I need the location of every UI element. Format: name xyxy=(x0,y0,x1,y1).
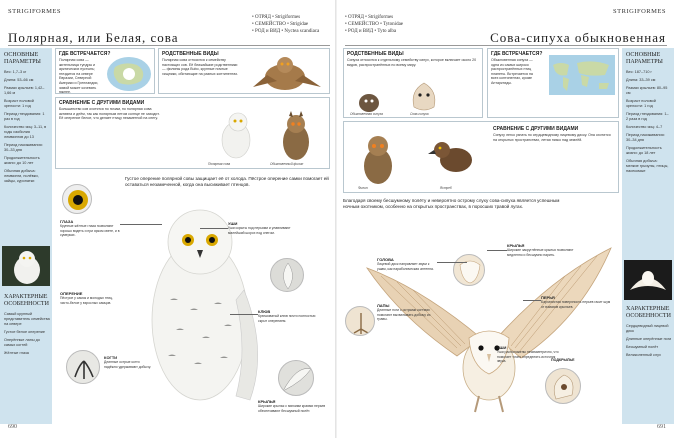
compare-box xyxy=(55,97,330,169)
param-line: Продолжительность жизни: до 10 лет xyxy=(4,156,40,165)
trait-item: Сердцевидный лицевой диск xyxy=(626,324,669,333)
related-heading: РОДСТВЕННЫЕ ВИДЫ xyxy=(347,51,404,57)
left-page-title: Полярная, или Белая, сова xyxy=(8,30,179,45)
related-text: Сипуха относится к отдельному семейству сипух, которое включает около 20 видов, распространённых по всему миру. xyxy=(347,58,477,67)
eye-closeup xyxy=(62,184,92,214)
eagle-owl-compare-drawing xyxy=(270,110,322,162)
arctic-map xyxy=(107,57,151,91)
callout-plumage xyxy=(60,292,120,305)
callout-wings-title: КРЫЛЬЯ xyxy=(507,243,525,248)
wing-closeup xyxy=(278,360,314,396)
ear-closeup xyxy=(545,368,581,404)
underwing-label: ПОДКРЫЛЬЕ xyxy=(551,358,575,362)
param-line: Размах крыльев: 1,42–1,66 м xyxy=(4,86,45,95)
talons-closeup xyxy=(66,350,100,384)
callout-beak-text: Крючковатый клюв почти полностью скрыт оперением. xyxy=(258,314,316,323)
caption-compare-2: Ястреб xyxy=(440,186,452,190)
callout-claws-text: Длинные острые когти надёжно удерживают добычу. xyxy=(104,360,152,369)
left-sidebar xyxy=(0,48,52,424)
callout-legs-text: Длинные ноги с острыми когтями помогают выхватывать добычу из травы. xyxy=(377,308,431,321)
param-line: Количество яиц: 3–11, в годы изобилия леммингов до 13 xyxy=(4,125,47,139)
param-line: Период насиживания: 30–33 дня xyxy=(4,143,43,152)
caption-related-2: Сова-сипуха xyxy=(410,112,429,116)
traits-heading: ХАРАКТЕРНЫЕ ОСОБЕННОСТИ xyxy=(4,294,49,307)
callout-feathers xyxy=(541,296,611,309)
title-rule xyxy=(8,45,330,46)
trait-item: Великолепный слух xyxy=(626,353,661,357)
leader-line xyxy=(200,228,228,229)
related-text: Полярная сова относится к семейству настоящих сов. Её ближайшие родственники — филины рода Bubo, крупные ночные хищники, обитающие на разных континентах. xyxy=(162,58,239,76)
callout-plumage-text: Пёстрое у самок и молодых птиц, чисто-белое у взрослых самцов. xyxy=(60,296,114,305)
related-owl-drawing-2 xyxy=(404,79,444,115)
basic-params-heading: ОСНОВНЫЕ ПАРАМЕТРЫ xyxy=(4,52,41,65)
callout-wings xyxy=(507,244,577,257)
param-line: Вес: 1,7–3 кг xyxy=(4,70,27,74)
callout-claws-title: КОГТИ xyxy=(104,355,118,360)
caption-snowy-owl: Полярная сова xyxy=(208,162,231,166)
callout-claws xyxy=(104,356,152,369)
where-text: Полярная сова — жительница тундры и арктических пустынь; гнездится на севере Евразии, Северной Америки и Гренландии, зимой может кочевать южнее. xyxy=(59,58,99,95)
arctic-map-image xyxy=(107,57,151,91)
caption-eagle-owl: Обыкновенный филин xyxy=(270,162,304,166)
related-box xyxy=(343,48,483,118)
param-line: Обычная добыча: лемминги, полёвки, зайцы, куропатки xyxy=(4,169,39,183)
trait-item: Густое белое оперение xyxy=(4,330,46,334)
callout-ears-title: УШИ xyxy=(228,221,238,226)
param-line: Период гнездования: 1 раз в год xyxy=(4,112,45,121)
callout-legs xyxy=(377,304,437,321)
leader-line xyxy=(437,262,467,263)
compare-heading: СРАВНЕНИЕ С ДРУГИМИ ВИДАМИ xyxy=(493,126,579,132)
feather-closeup-image xyxy=(271,259,304,292)
callout-ears-text: Уши расположены несимметрично, что помогает точно определять источник звука. xyxy=(497,350,559,363)
left-section-tag: STRIGIFORMES xyxy=(8,8,61,15)
snowy-owl-compare-drawing xyxy=(206,106,266,162)
callout-plumage-title: ОПЕРЕНИЕ xyxy=(60,291,83,296)
callout-head-text: Лицевой диск направляет звуки к ушам, как параболическая антенна. xyxy=(377,262,434,271)
right-sidebar xyxy=(622,48,674,424)
related-owl-drawing-1 xyxy=(352,87,386,113)
right-page xyxy=(337,0,674,438)
callout-eyes xyxy=(60,220,120,237)
taxonomy-order: • ОТРЯД • Strigiformes xyxy=(252,15,301,20)
right-page-number: 691 xyxy=(657,424,666,430)
taxonomy-genus: • РОД и ВИД • Nyctea scandiaca xyxy=(252,29,320,34)
compare-box xyxy=(343,121,619,193)
trait-item: Бесшумный полёт xyxy=(626,345,659,349)
param-line: Возраст половой зрелости: 1 год xyxy=(626,99,656,108)
basic-params-list xyxy=(4,70,48,184)
callout-wings-text: Широкие закруглённые крылья позволяют медленно и бесшумно парить. xyxy=(507,248,574,257)
param-line: Период насиживания: 30–34 дня xyxy=(626,133,665,142)
feet-closeup xyxy=(345,306,375,336)
param-line: Вес: 187–710 г xyxy=(626,70,652,74)
where-text: Обыкновенная сипуха — одна из самых широко распространённых птиц планеты. Встречается на всех континентах, кроме Антарктиды. xyxy=(491,58,533,85)
head-closeup xyxy=(453,254,485,286)
right-lead-text: Благодаря своему бесшумному полёту и невероятно острому слуху сова-сипуха является успешным ночным охотником, особенно на открытых пространствах, в поросших травой лугах. xyxy=(343,198,560,209)
where-box xyxy=(487,48,619,118)
callout-ears xyxy=(228,222,292,235)
callout-beak-title: КЛЮВ xyxy=(258,309,271,314)
param-line: Возраст половой зрелости: 1 год xyxy=(4,99,34,108)
compare-heading: СРАВНЕНИЕ С ДРУГИМИ ВИДАМИ xyxy=(59,100,145,106)
param-line: Период гнездования: 1–2 раза в год xyxy=(626,112,669,121)
callout-eyes-title: ГЛАЗА xyxy=(60,219,74,224)
wing-closeup-image xyxy=(279,361,314,396)
callout-legs-title: ЛАПЫ xyxy=(377,303,390,308)
callout-head-title: ГОЛОВА xyxy=(377,257,394,262)
callout-feathers-title: ПЕРЬЯ xyxy=(541,295,555,300)
param-line: Длина: 53–66 см xyxy=(4,78,34,82)
world-map xyxy=(549,55,615,95)
callout-eyes-text: Крупные жёлтые глаза позволяют хорошо видеть и при ярком свете, и в сумерках. xyxy=(60,224,120,237)
left-lead-text: Густое оперение полярной совы защищает её от холода. Пёстрое оперение самки помогает ей оставаться незамеченной, когда она высиживает птенцов. xyxy=(125,176,329,187)
caption-compare-1: Филин xyxy=(358,186,368,190)
barn-owl-photo-image xyxy=(624,260,672,300)
callout-wings-text: Широкие крылья с мягкими краями перьев обеспечивают бесшумный полёт. xyxy=(258,404,326,413)
title-rule xyxy=(345,45,667,46)
related-species-illustration xyxy=(247,53,325,91)
leader-line xyxy=(487,250,507,251)
taxonomy-family: • СЕМЕЙСТВО • Strigidae xyxy=(252,22,309,27)
callout-feathers-text: Бархатистая поверхность перьев гасит шум от взмахов крыльев. xyxy=(541,300,611,309)
param-line: Обычная добыча: мелкие грызуны, птицы, насекомые xyxy=(626,159,669,173)
related-heading: РОДСТВЕННЫЕ ВИДЫ xyxy=(162,51,219,57)
taxonomy-genus: • РОД и ВИД • Tyto alba xyxy=(345,29,397,34)
left-taxonomy xyxy=(252,14,332,35)
right-page-title: Сова-сипуха обыкновенная xyxy=(490,30,666,45)
where-heading: ГДЕ ВСТРЕЧАЕТСЯ? xyxy=(491,51,543,57)
compare-text: Сипуху легко узнать по сердцевидному лицевому диску. Она охотится на открытых пространствах, летая низко над землёй. xyxy=(493,133,611,142)
feather-closeup xyxy=(270,258,304,292)
callout-wings xyxy=(258,400,328,413)
trait-item: Жёлтые глаза xyxy=(4,351,29,355)
world-map-image xyxy=(549,55,615,95)
right-taxonomy xyxy=(345,14,435,35)
trait-item: Оперённые лапы до самых когтей xyxy=(4,338,40,347)
eagle-owl-compare-drawing xyxy=(350,128,406,188)
talons-closeup-image xyxy=(67,351,100,384)
leader-line xyxy=(523,300,541,301)
traits-list xyxy=(4,312,50,356)
callout-beak xyxy=(258,310,320,323)
compare-text: Большинство сов охотятся по ночам, но полярная сова активна и днём, так как полярным летом солнце не заходит. Её оперение белое, что делает птицу незаметной на снегу. xyxy=(59,107,160,121)
param-line: Количество яиц: 4–7 xyxy=(626,125,663,129)
right-section-tag: STRIGIFORMES xyxy=(613,8,666,15)
caption-related-1: Обыкновенная сипуха xyxy=(350,112,383,116)
left-page-number: 690 xyxy=(8,424,17,430)
leader-line xyxy=(120,224,162,225)
snowy-owl-photo-image xyxy=(2,246,50,286)
basic-params-list xyxy=(626,70,670,174)
taxonomy-order: • ОТРЯД • Strigiformes xyxy=(345,15,394,20)
traits-heading: ХАРАКТЕРНЫЕ ОСОБЕННОСТИ xyxy=(626,306,671,319)
related-box xyxy=(158,48,330,94)
param-line: Длина: 33–39 см xyxy=(626,78,656,82)
traits-list xyxy=(626,324,672,358)
callout-ears-text: Уши скрыты под перьями и улавливают малейший шорох под снегом. xyxy=(228,226,291,235)
taxonomy-family: • СЕМЕЙСТВО • Tytonidae xyxy=(345,22,404,27)
callout-head xyxy=(377,258,437,271)
barn-owl-photo xyxy=(624,260,672,300)
param-line: Продолжительность жизни: до 18 лет xyxy=(626,146,662,155)
leader-line xyxy=(230,314,258,315)
trait-item: Длинные оперённые ноги xyxy=(626,337,672,341)
trait-item: Самый крупный представитель семейства на севере xyxy=(4,312,50,326)
callout-wings-title: КРЫЛЬЯ xyxy=(258,399,276,404)
callout-ears-title: УШИ xyxy=(497,345,507,350)
where-box xyxy=(55,48,155,94)
snowy-owl-photo xyxy=(2,246,50,286)
hawk-compare-drawing xyxy=(428,132,482,182)
eye-closeup-image xyxy=(63,185,92,214)
callout-ears xyxy=(497,346,559,363)
where-heading: ГДЕ ВСТРЕЧАЕТСЯ? xyxy=(59,51,111,57)
param-line: Размах крыльев: 80–95 см xyxy=(626,86,668,95)
basic-params-heading: ОСНОВНЫЕ ПАРАМЕТРЫ xyxy=(626,52,663,65)
